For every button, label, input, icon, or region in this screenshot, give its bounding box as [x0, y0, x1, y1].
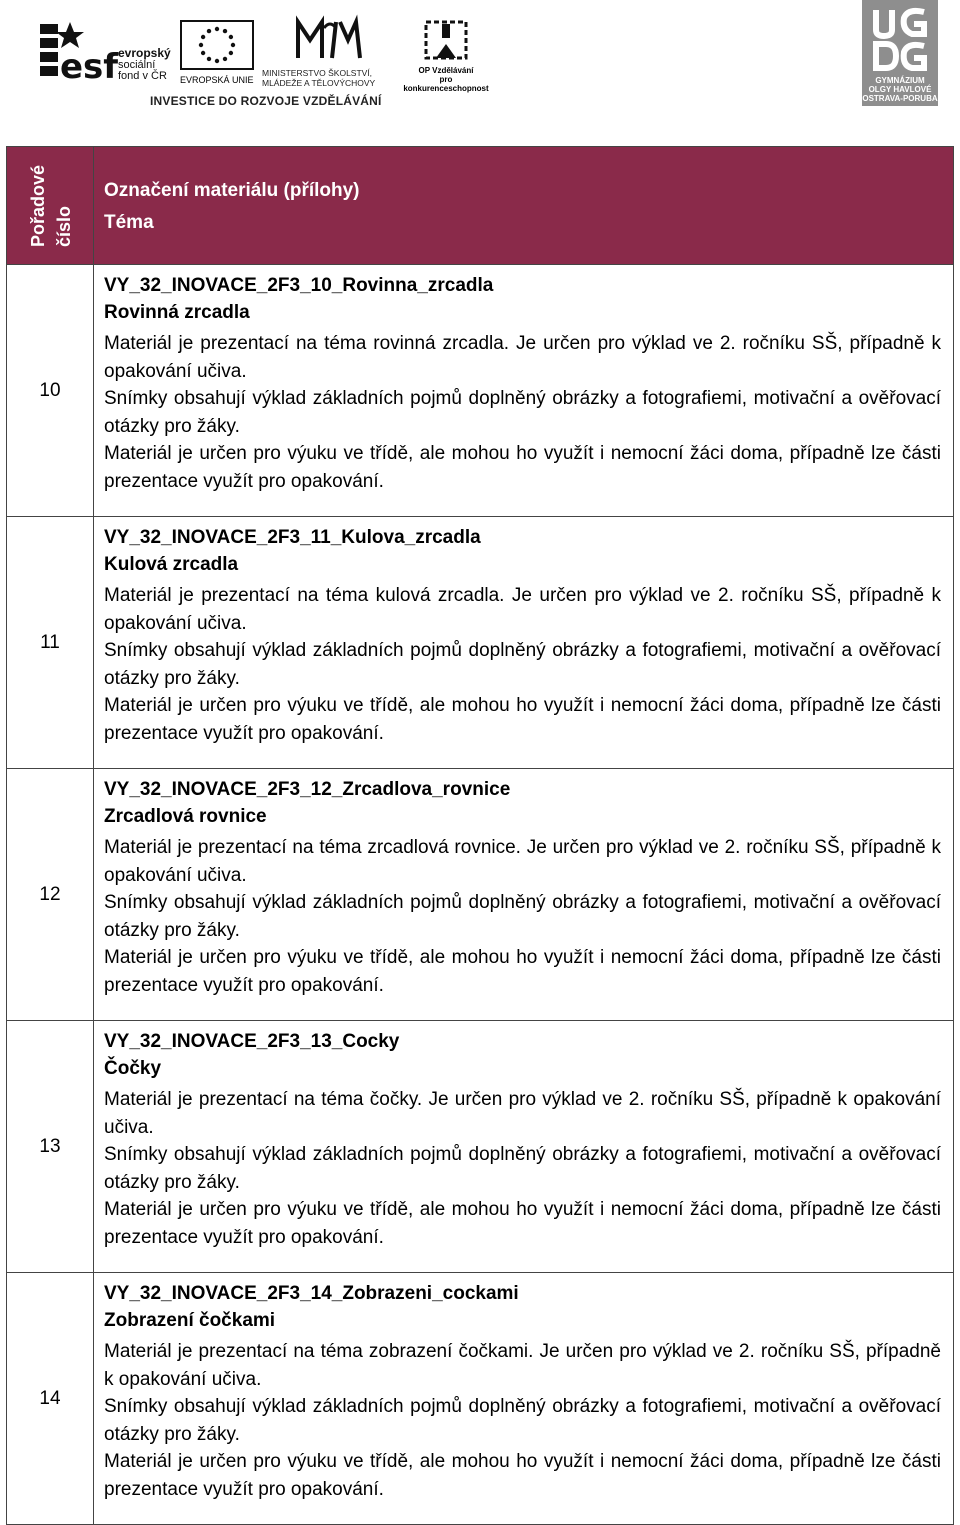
esf-mark-icon — [40, 20, 119, 87]
msmt-caption: MINISTERSTVO ŠKOLSTVÍ, MLÁDEŽE A TĚLOVÝCHOVY — [262, 68, 376, 88]
row-number: 12 — [7, 769, 94, 1021]
eu-star-icon — [215, 59, 219, 63]
eu-flag-icon — [180, 20, 254, 70]
row-content — [94, 1021, 954, 1273]
material-title: Čočky — [104, 1058, 162, 1079]
row-content — [94, 265, 954, 517]
material-description: Materiál je určen pro výuku ve třídě, ale mohou ho využít i nemocní žáci doma, případně lze části prezentace využít pro opakování. — [104, 1199, 941, 1248]
material-description: Snímky obsahují výklad základních pojmů doplněný obrázky a fotografiemi, motivační a ověřovací otázky pro žáky. — [104, 388, 941, 437]
esf-logo — [40, 20, 180, 87]
eu-star-icon — [231, 43, 235, 47]
invest-caption: INVESTICE DO ROZVOJE VZDĚLÁVÁNÍ — [150, 94, 382, 108]
eu-star-icon — [223, 57, 227, 61]
op-mark-icon — [422, 18, 470, 62]
material-description: Snímky obsahují výklad základních pojmů doplněný obrázky a fotografiemi, motivační a ověřovací otázky pro žáky. — [104, 1396, 941, 1445]
row-content — [94, 769, 954, 1021]
material-code: VY_32_INOVACE_2F3_12_Zrcadlova_rovnice — [104, 779, 511, 800]
material-description: Materiál je určen pro výuku ve třídě, ale mohou ho využít i nemocní žáci doma, případně lze části prezentace využít pro opakování. — [104, 1451, 941, 1500]
material-title: Kulová zrcadla — [104, 554, 239, 575]
eu-star-icon — [199, 43, 203, 47]
header-label-line2: Téma — [104, 212, 154, 233]
gymnazium-caption: GYMNÁZIUM OLGY HAVLOVÉ OSTRAVA-PORUBA — [862, 76, 938, 103]
header-number-cell — [7, 147, 94, 265]
logo-strip — [0, 0, 960, 120]
gymnazium-logo — [862, 0, 938, 106]
row-content — [94, 517, 954, 769]
material-code: VY_32_INOVACE_2F3_11_Kulova_zrcadla — [104, 527, 481, 548]
material-description: Materiál je prezentací na téma zobrazení čočkami. Je určen pro výklad ve 2. ročníku SŠ, případně k opakování učiva. — [104, 1341, 941, 1390]
row-number: 10 — [7, 265, 94, 517]
material-description: Snímky obsahují výklad základních pojmů doplněný obrázky a fotografiemi, motivační a ověřovací otázky pro žáky. — [104, 1144, 941, 1193]
table-row — [7, 1273, 954, 1525]
msmt-logo — [262, 18, 402, 88]
gymnazium-mark-icon — [868, 4, 932, 74]
header-number-label: Pořadové číslo — [27, 164, 74, 247]
op-logo — [402, 18, 492, 93]
eu-star-icon — [215, 27, 219, 31]
op-caption: OP Vzdělávání pro konkurenceschopnost — [403, 66, 489, 93]
eu-star-icon — [207, 29, 211, 33]
material-title: Rovinná zrcadla — [104, 302, 250, 323]
row-number: 11 — [7, 517, 94, 769]
eu-star-icon — [229, 51, 233, 55]
msmt-mark-icon — [296, 18, 362, 62]
row-content — [94, 1273, 954, 1525]
eu-star-icon — [207, 57, 211, 61]
material-description: Materiál je prezentací na téma zrcadlová rovnice. Je určen pro výklad ve 2. ročníku SŠ, případně k opakování učiva. — [104, 837, 941, 886]
material-description: Materiál je určen pro výuku ve třídě, ale mohou ho využít i nemocní žáci doma, případně lze části prezentace využít pro opakování. — [104, 443, 941, 492]
material-title: Zrcadlová rovnice — [104, 806, 267, 827]
eu-star-icon — [201, 51, 205, 55]
eu-logo — [180, 20, 256, 85]
eu-star-icon — [223, 29, 227, 33]
eu-star-icon — [201, 35, 205, 39]
table-row — [7, 265, 954, 517]
material-description: Materiál je určen pro výuku ve třídě, ale mohou ho využít i nemocní žáci doma, případně lze části prezentace využít pro opakování. — [104, 695, 941, 744]
table-row — [7, 517, 954, 769]
table-row — [7, 1021, 954, 1273]
material-description: Materiál je prezentací na téma čočky. Je určen pro výklad ve 2. ročníku SŠ, případně k opakování učiva. — [104, 1089, 941, 1138]
material-description: Snímky obsahují výklad základních pojmů doplněný obrázky a fotografiemi, motivační a ověřovací otázky pro žáky. — [104, 892, 941, 941]
row-number: 14 — [7, 1273, 94, 1525]
material-description: Materiál je prezentací na téma rovinná zrcadla. Je určen pro výklad ve 2. ročníku SŠ, případně k opakování učiva. — [104, 333, 941, 382]
header-label-line1: Označení materiálu (přílohy) — [104, 180, 360, 201]
material-description: Materiál je prezentací na téma kulová zrcadla. Je určen pro výklad ve 2. ročníku SŠ, případně k opakování učiva. — [104, 585, 941, 634]
row-number: 13 — [7, 1021, 94, 1273]
table-row — [7, 769, 954, 1021]
material-code: VY_32_INOVACE_2F3_14_Zobrazeni_cockami — [104, 1283, 519, 1304]
material-code: VY_32_INOVACE_2F3_10_Rovinna_zrcadla — [104, 275, 494, 296]
svg-text:esf: esf — [60, 47, 119, 87]
material-code: VY_32_INOVACE_2F3_13_Cocky — [104, 1031, 400, 1052]
eu-caption: EVROPSKÁ UNIE — [180, 75, 254, 85]
table-header-row — [7, 147, 954, 265]
material-title: Zobrazení čočkami — [104, 1310, 276, 1331]
header-label-cell — [94, 147, 954, 265]
material-description: Snímky obsahují výklad základních pojmů doplněný obrázky a fotografiemi, motivační a ověřovací otázky pro žáky. — [104, 640, 941, 689]
materials-table — [6, 146, 954, 1525]
esf-words: evropský sociální fond v ČR — [118, 46, 171, 82]
material-description: Materiál je určen pro výuku ve třídě, ale mohou ho využít i nemocní žáci doma, případně lze části prezentace využít pro opakování. — [104, 947, 941, 996]
eu-star-icon — [229, 35, 233, 39]
